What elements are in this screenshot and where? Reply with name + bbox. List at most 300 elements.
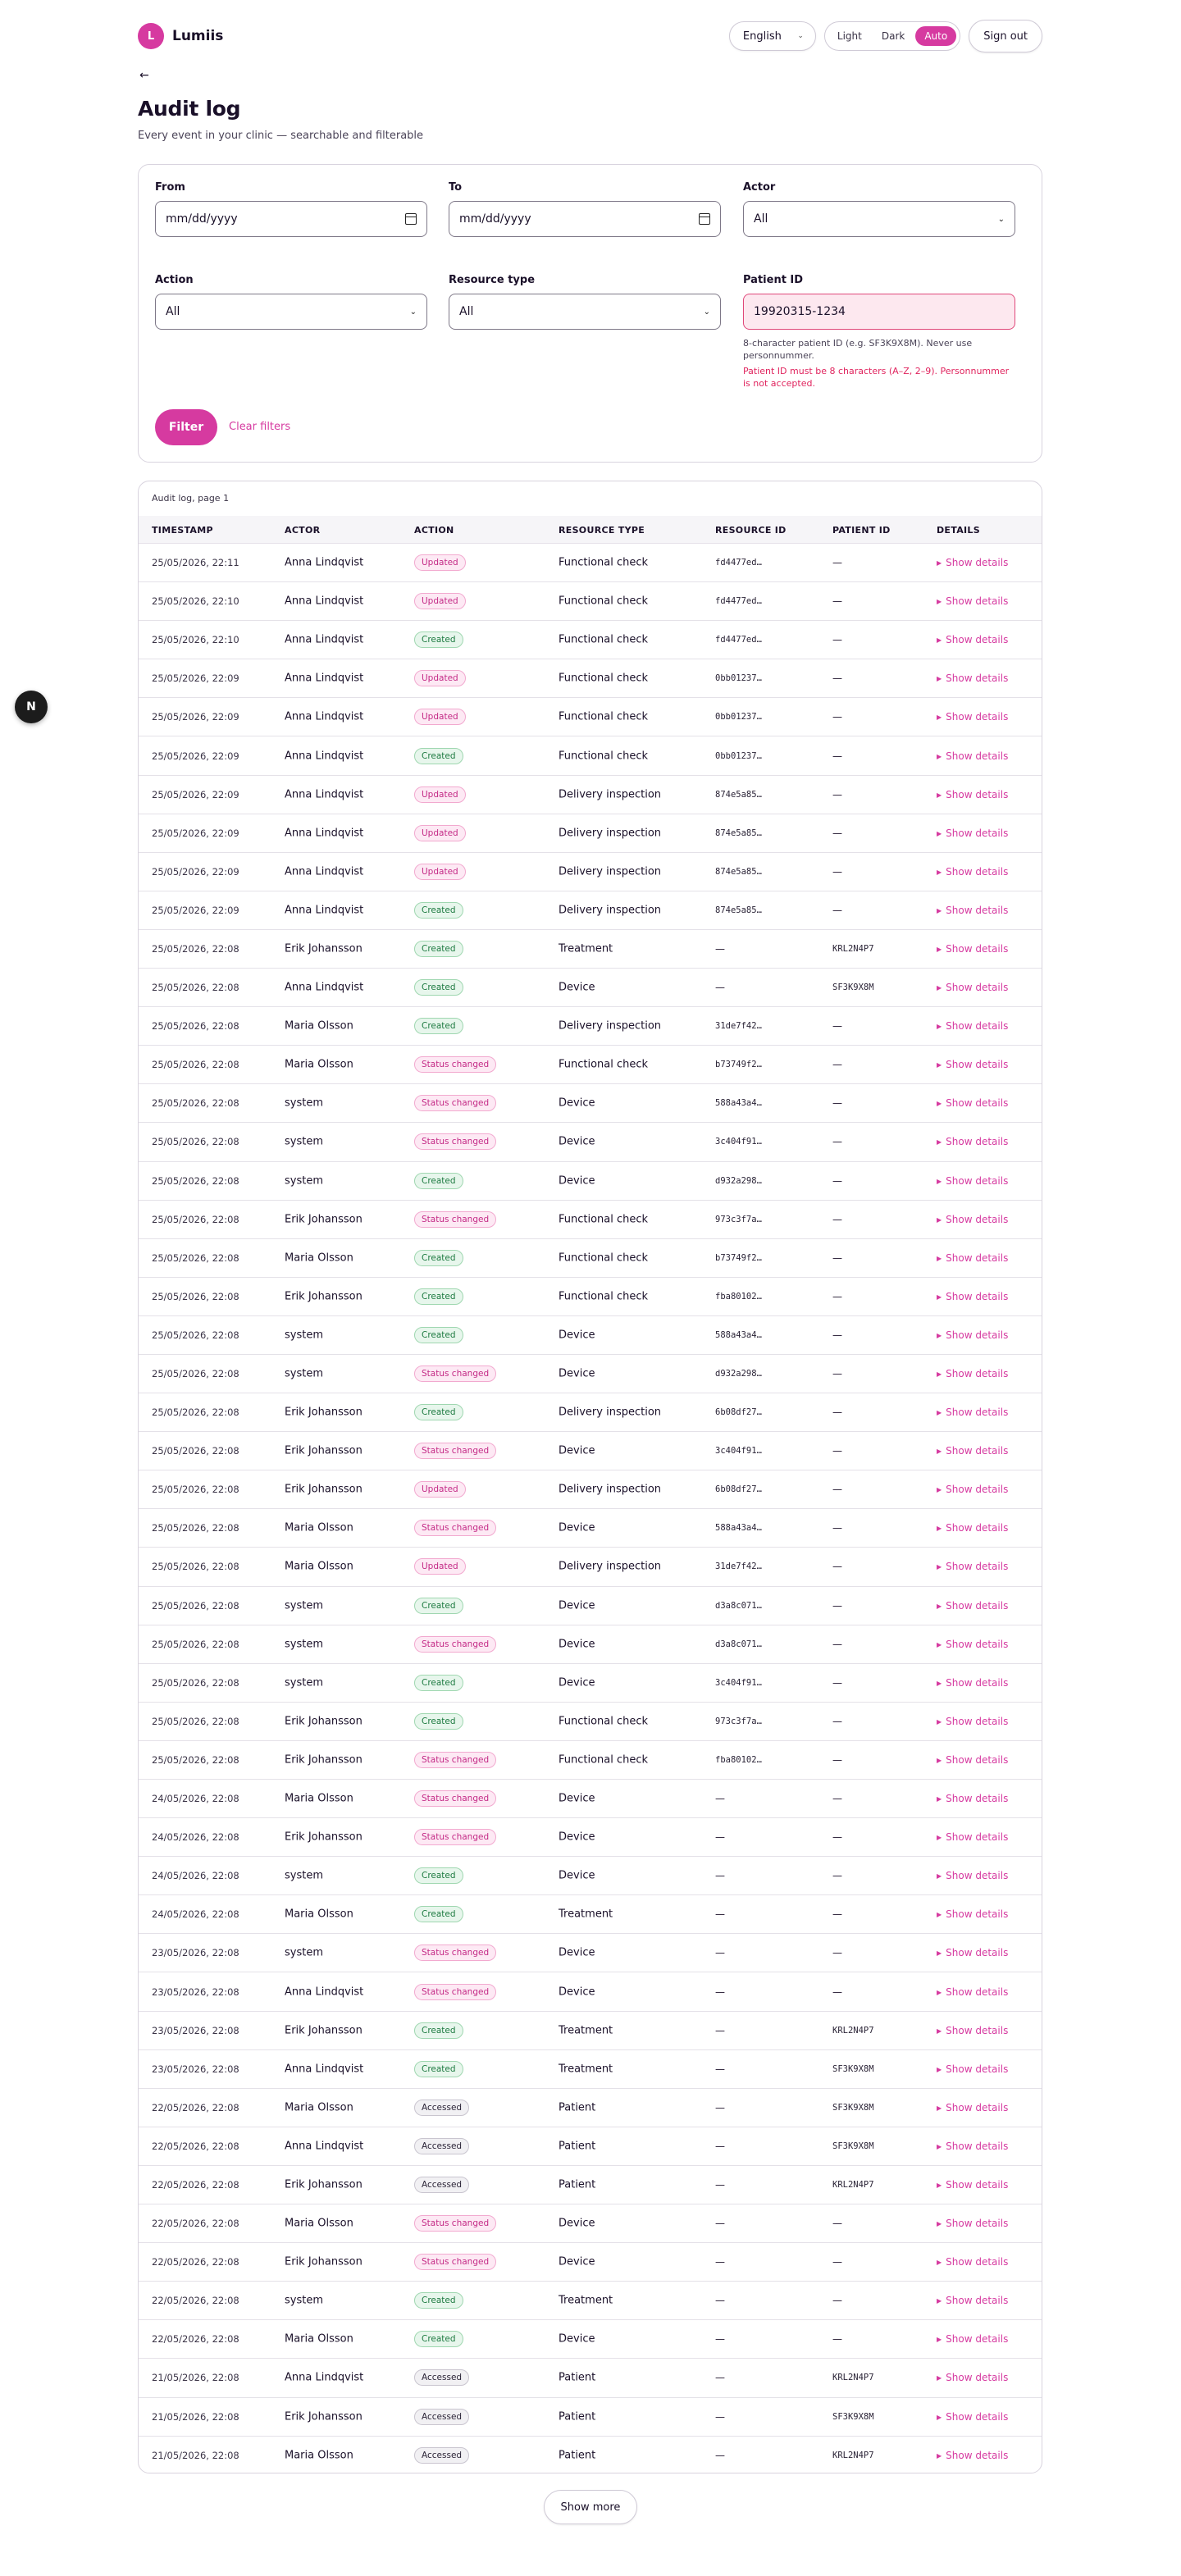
show-details-label: Show details — [946, 1793, 1009, 1805]
cell-resource-id: d932a298… — [715, 1369, 762, 1379]
show-details-toggle[interactable] — [937, 1329, 1008, 1341]
cell-action — [414, 1018, 463, 1034]
cell-resource-id: 31de7f42… — [715, 1021, 762, 1032]
cell-resource-type: Delivery inspection — [559, 1406, 662, 1419]
cell-resource-id: — — [715, 942, 725, 955]
cell-timestamp: 25/05/2026, 22:09 — [152, 827, 239, 839]
actor-filter — [743, 181, 1015, 237]
triangle-right-icon: ▶ — [937, 2297, 942, 2305]
theme-light-button[interactable]: Light — [837, 30, 862, 42]
cell-action — [414, 2254, 496, 2270]
action-badge: Updated — [414, 1481, 466, 1498]
table-row — [139, 1780, 1042, 1818]
cell-actor: system — [285, 1599, 323, 1612]
show-details-label: Show details — [946, 827, 1009, 839]
to-filter — [449, 181, 721, 237]
cell-resource-id: 874e5a85… — [715, 905, 762, 915]
show-details-toggle[interactable] — [937, 2411, 1008, 2423]
cell-action — [414, 709, 466, 725]
triangle-right-icon: ▶ — [937, 1023, 942, 1031]
cell-resource-type: Treatment — [559, 1908, 613, 1921]
show-details-toggle[interactable] — [937, 789, 1008, 800]
show-details-toggle[interactable] — [937, 1136, 1008, 1147]
triangle-right-icon: ▶ — [937, 1138, 942, 1147]
show-details-label: Show details — [946, 1097, 1009, 1110]
cell-resource-id: 31de7f42… — [715, 1562, 762, 1572]
cell-actor: Erik Johansson — [285, 2178, 363, 2191]
table-row — [139, 776, 1042, 814]
cell-actor: Erik Johansson — [285, 1406, 363, 1419]
show-details-toggle[interactable] — [937, 982, 1008, 993]
cell-timestamp: 25/05/2026, 22:09 — [152, 904, 239, 916]
cell-actor: Anna Lindqvist — [285, 556, 364, 569]
resource-type-select[interactable] — [449, 294, 721, 330]
cell-resource-id: d3a8c071… — [715, 1600, 762, 1611]
cell-actor: Maria Olsson — [285, 1908, 353, 1921]
show-details-toggle[interactable] — [937, 905, 1008, 916]
show-details-toggle[interactable] — [937, 1908, 1008, 1920]
show-details-toggle[interactable] — [937, 1522, 1008, 1534]
show-details-label: Show details — [946, 1290, 1009, 1302]
cell-action — [414, 1636, 496, 1653]
cell-resource-id: — — [715, 2063, 725, 2075]
show-details-toggle[interactable] — [937, 2025, 1008, 2036]
cell-timestamp: 25/05/2026, 22:08 — [152, 1097, 239, 1110]
show-details-label: Show details — [946, 1445, 1009, 1457]
action-badge: Created — [414, 979, 463, 996]
show-details-label: Show details — [946, 1947, 1009, 1959]
cell-actor: Anna Lindqvist — [285, 750, 364, 763]
show-details-toggle[interactable] — [937, 1059, 1008, 1070]
cell-actor: Maria Olsson — [285, 2217, 353, 2230]
show-details-toggle[interactable] — [937, 1986, 1008, 1998]
patient-id-error: Patient ID must be 8 characters (A–Z, 2–9). Personnummer is not accepted. — [743, 366, 1010, 389]
show-details-label: Show details — [946, 1329, 1009, 1341]
show-details-toggle[interactable] — [937, 1831, 1008, 1843]
cell-action — [414, 979, 463, 996]
cell-resource-id: — — [715, 2218, 725, 2230]
cell-patient-id: — — [832, 1445, 842, 1457]
show-details-label: Show details — [946, 2178, 1009, 2191]
dev-tools-badge[interactable]: N — [15, 691, 48, 723]
cell-action — [414, 1713, 463, 1730]
show-details-label: Show details — [946, 1831, 1009, 1844]
triangle-right-icon: ▶ — [937, 1717, 942, 1726]
triangle-right-icon: ▶ — [937, 1061, 942, 1069]
show-details-label: Show details — [946, 2333, 1009, 2346]
show-details-toggle[interactable] — [937, 1252, 1008, 1264]
cell-action — [414, 554, 466, 571]
cell-patient-id: — — [832, 2333, 842, 2346]
triangle-right-icon: ▶ — [937, 714, 942, 722]
show-details-toggle[interactable] — [937, 672, 1008, 684]
theme-dark-button[interactable]: Dark — [881, 30, 905, 42]
show-details-toggle[interactable] — [937, 943, 1008, 955]
cell-patient-id: — — [832, 1252, 842, 1264]
triangle-right-icon: ▶ — [937, 1563, 942, 1571]
cell-timestamp: 25/05/2026, 22:08 — [152, 1407, 239, 1419]
to-date-value: mm/dd/yyyy — [459, 212, 531, 226]
header-actions — [729, 20, 1042, 52]
cell-timestamp: 25/05/2026, 22:08 — [152, 1638, 239, 1650]
calendar-icon[interactable] — [405, 213, 417, 225]
patient-id-filter — [743, 274, 1015, 390]
show-details-toggle[interactable] — [937, 1870, 1008, 1881]
triangle-right-icon: ▶ — [937, 2065, 942, 2073]
triangle-right-icon: ▶ — [937, 2451, 942, 2460]
show-details-label: Show details — [946, 2101, 1009, 2113]
show-details-toggle[interactable] — [937, 1175, 1008, 1187]
cell-patient-id: — — [832, 1174, 842, 1187]
cell-actor: Anna Lindqvist — [285, 2063, 364, 2076]
cell-action — [414, 1211, 496, 1228]
show-details-toggle[interactable] — [937, 2179, 1008, 2191]
cell-actor: Erik Johansson — [285, 1213, 363, 1226]
cell-actor: Anna Lindqvist — [285, 2371, 364, 2384]
cell-resource-id: 0bb01237… — [715, 673, 762, 684]
table-row — [139, 2359, 1042, 2397]
cell-resource-type: Treatment — [559, 2024, 613, 2037]
show-details-toggle[interactable] — [937, 1677, 1008, 1689]
show-details-toggle[interactable] — [937, 1561, 1008, 1572]
triangle-right-icon: ▶ — [937, 829, 942, 837]
show-details-toggle[interactable] — [937, 634, 1008, 645]
cell-action — [414, 2447, 469, 2464]
cell-timestamp: 24/05/2026, 22:08 — [152, 1793, 239, 1805]
cell-action — [414, 1945, 496, 1961]
cell-patient-id: — — [832, 1676, 842, 1689]
triangle-right-icon: ▶ — [937, 2413, 942, 2421]
cell-action — [414, 1095, 496, 1111]
show-details-toggle[interactable] — [937, 750, 1008, 762]
cell-actor: Erik Johansson — [285, 1290, 363, 1303]
cell-resource-type: Device — [559, 2255, 595, 2268]
cell-resource-type: Device — [559, 1599, 595, 1612]
cell-actor: Erik Johansson — [285, 942, 363, 955]
cell-resource-id: 3c404f91… — [715, 1677, 762, 1688]
show-details-toggle[interactable] — [937, 1445, 1008, 1457]
cell-timestamp: 25/05/2026, 22:11 — [152, 557, 239, 569]
triangle-right-icon: ▶ — [937, 906, 942, 914]
show-details-label: Show details — [946, 557, 1009, 569]
action-badge: Status changed — [414, 1133, 496, 1150]
show-details-toggle[interactable] — [937, 1716, 1008, 1727]
triangle-right-icon: ▶ — [937, 1448, 942, 1456]
cell-action — [414, 2292, 463, 2309]
show-details-toggle[interactable] — [937, 2102, 1008, 2113]
action-badge: Accessed — [414, 2447, 469, 2464]
show-details-toggle[interactable] — [937, 866, 1008, 878]
cell-actor: Maria Olsson — [285, 1560, 353, 1573]
table-row — [139, 1818, 1042, 1857]
show-details-toggle[interactable] — [937, 1291, 1008, 1302]
table-row — [139, 2127, 1042, 2166]
cell-patient-id: — — [832, 1753, 842, 1766]
show-details-toggle[interactable] — [937, 1947, 1008, 1958]
show-details-toggle[interactable] — [937, 1368, 1008, 1379]
patient-id-input[interactable] — [743, 294, 1015, 330]
cell-actor: Anna Lindqvist — [285, 904, 364, 917]
triangle-right-icon: ▶ — [937, 1331, 942, 1339]
cell-actor: Erik Johansson — [285, 2024, 363, 2037]
cell-actor: Maria Olsson — [285, 2101, 353, 2114]
cell-patient-id: — — [832, 1986, 842, 1998]
cell-actor: Erik Johansson — [285, 2255, 363, 2268]
action-badge: Created — [414, 1867, 463, 1884]
cell-resource-id: 6b08df27… — [715, 1484, 762, 1495]
triangle-right-icon: ▶ — [937, 1370, 942, 1379]
column-header-resource-type: RESOURCE TYPE — [559, 525, 645, 536]
show-details-toggle[interactable] — [937, 557, 1008, 568]
from-label: From — [155, 181, 185, 194]
action-badge: Status changed — [414, 1095, 496, 1111]
cell-action — [414, 1056, 496, 1073]
cell-resource-id: fd4477ed… — [715, 635, 762, 645]
show-details-toggle[interactable] — [937, 1793, 1008, 1804]
triangle-right-icon: ▶ — [937, 675, 942, 683]
cell-timestamp: 21/05/2026, 22:08 — [152, 2410, 239, 2423]
cell-timestamp: 25/05/2026, 22:08 — [152, 1368, 239, 1380]
action-badge: Created — [414, 1288, 463, 1305]
cell-resource-id: — — [715, 2024, 725, 2036]
triangle-right-icon: ▶ — [937, 1100, 942, 1108]
show-details-toggle[interactable] — [937, 711, 1008, 723]
cell-resource-id: — — [715, 1793, 725, 1805]
show-details-label: Show details — [946, 1870, 1009, 1882]
triangle-right-icon: ▶ — [937, 2104, 942, 2112]
cell-resource-id: fba80102… — [715, 1754, 762, 1765]
triangle-right-icon: ▶ — [937, 2220, 942, 2228]
triangle-right-icon: ▶ — [937, 636, 942, 645]
cell-actor: Erik Johansson — [285, 1483, 363, 1496]
table-row — [139, 969, 1042, 1007]
action-badge: Status changed — [414, 1984, 496, 2000]
show-details-toggle[interactable] — [937, 1407, 1008, 1418]
cell-patient-id: — — [832, 1561, 842, 1573]
cell-resource-type: Delivery inspection — [559, 827, 662, 840]
actor-label: Actor — [743, 181, 776, 194]
cell-actor: system — [285, 1946, 323, 1959]
show-details-label: Show details — [946, 1986, 1009, 1998]
cell-timestamp: 23/05/2026, 22:08 — [152, 1986, 239, 1998]
show-details-toggle[interactable] — [937, 2218, 1008, 2229]
cell-actor: system — [285, 1638, 323, 1651]
page-title: Audit log — [138, 97, 241, 121]
action-badge: Status changed — [414, 2215, 496, 2232]
show-details-toggle[interactable] — [937, 1484, 1008, 1495]
triangle-right-icon: ▶ — [937, 559, 942, 568]
show-details-label: Show details — [946, 1561, 1009, 1573]
show-details-label: Show details — [946, 1599, 1009, 1612]
cell-actor: Anna Lindqvist — [285, 827, 364, 840]
cell-patient-id: — — [832, 672, 842, 685]
cell-action — [414, 1984, 496, 2000]
show-details-toggle[interactable] — [937, 2372, 1008, 2383]
cell-resource-type: Device — [559, 1638, 595, 1651]
action-value: All — [166, 305, 180, 318]
show-details-toggle[interactable] — [937, 1214, 1008, 1225]
cell-resource-type: Functional check — [559, 710, 649, 723]
show-details-label: Show details — [946, 2372, 1009, 2384]
cell-patient-id: — — [832, 1329, 842, 1341]
theme-auto-button[interactable]: Auto — [915, 26, 956, 46]
cell-timestamp: 25/05/2026, 22:08 — [152, 1715, 239, 1727]
table-row — [139, 1084, 1042, 1123]
to-label: To — [449, 181, 463, 194]
show-details-toggle[interactable] — [937, 2333, 1008, 2345]
cell-actor: system — [285, 1135, 323, 1148]
table-row — [139, 1741, 1042, 1780]
language-select[interactable] — [729, 21, 816, 51]
action-badge: Created — [414, 1404, 463, 1420]
show-details-toggle[interactable] — [937, 2295, 1008, 2306]
cell-timestamp: 25/05/2026, 22:08 — [152, 942, 239, 955]
table-caption: Audit log, page 1 — [152, 493, 230, 504]
brand-name: Lumiis — [172, 28, 224, 44]
cell-patient-id: KRL2N4P7 — [832, 2025, 874, 2036]
triangle-right-icon: ▶ — [937, 1602, 942, 1610]
table-row — [139, 2050, 1042, 2089]
cell-patient-id: — — [832, 2256, 842, 2268]
cell-action — [414, 1790, 496, 1807]
table-row — [139, 1007, 1042, 1046]
sign-out-button[interactable]: Sign out — [969, 20, 1042, 52]
cell-resource-id: 588a43a4… — [715, 1523, 762, 1534]
cell-actor: system — [285, 1329, 323, 1342]
patient-id-value: 19920315-1234 — [754, 305, 846, 318]
cell-resource-id: — — [715, 2178, 725, 2191]
cell-timestamp: 22/05/2026, 22:08 — [152, 2140, 239, 2152]
show-details-toggle[interactable] — [937, 828, 1008, 839]
cell-patient-id: — — [832, 1020, 842, 1033]
table-row — [139, 1664, 1042, 1703]
from-date-input[interactable] — [155, 201, 427, 237]
table-row — [139, 1316, 1042, 1355]
show-details-toggle[interactable] — [937, 595, 1008, 607]
filter-button[interactable]: Filter — [155, 409, 217, 445]
cell-resource-type: Device — [559, 1869, 595, 1882]
cell-timestamp: 25/05/2026, 22:08 — [152, 1753, 239, 1766]
cell-timestamp: 25/05/2026, 22:09 — [152, 750, 239, 762]
action-select[interactable] — [155, 294, 427, 330]
audit-log-table — [138, 481, 1042, 2473]
cell-patient-id: — — [832, 1213, 842, 1225]
cell-patient-id: SF3K9X8M — [832, 2063, 874, 2074]
show-details-label: Show details — [946, 711, 1009, 723]
cell-actor: Maria Olsson — [285, 1058, 353, 1071]
cell-patient-id: — — [832, 1136, 842, 1148]
show-details-toggle[interactable] — [937, 2450, 1008, 2461]
cell-resource-type: Delivery inspection — [559, 904, 662, 917]
cell-timestamp: 24/05/2026, 22:08 — [152, 1831, 239, 1844]
show-details-toggle[interactable] — [937, 2256, 1008, 2268]
cell-patient-id: — — [832, 634, 842, 646]
cell-action — [414, 1598, 463, 1614]
table-row — [139, 544, 1042, 582]
cell-patient-id: KRL2N4P7 — [832, 2179, 874, 2190]
resource-type-value: All — [459, 305, 474, 318]
table-row — [139, 1355, 1042, 1393]
cell-resource-id: — — [715, 2410, 725, 2423]
cell-timestamp: 25/05/2026, 22:10 — [152, 634, 239, 646]
cell-resource-type: Functional check — [559, 1290, 649, 1303]
triangle-right-icon: ▶ — [937, 1679, 942, 1687]
action-badge: Created — [414, 902, 463, 919]
show-details-toggle[interactable] — [937, 1639, 1008, 1650]
cell-resource-type: Device — [559, 1329, 595, 1342]
cell-actor: Erik Johansson — [285, 1715, 363, 1728]
cell-resource-id: 3c404f91… — [715, 1137, 762, 1147]
back-link[interactable]: ← — [139, 69, 149, 82]
show-more-button[interactable]: Show more — [544, 2490, 637, 2524]
triangle-right-icon: ▶ — [937, 1988, 942, 1996]
brand[interactable] — [138, 23, 223, 49]
cell-resource-id: — — [715, 1986, 725, 1998]
action-badge: Status changed — [414, 1056, 496, 1073]
cell-patient-id: — — [832, 1484, 842, 1496]
cell-resource-type: Delivery inspection — [559, 788, 662, 801]
table-row — [139, 2320, 1042, 2359]
show-details-toggle[interactable] — [937, 2063, 1008, 2075]
cell-patient-id: — — [832, 1715, 842, 1727]
show-details-label: Show details — [946, 1908, 1009, 1921]
show-details-toggle[interactable] — [937, 1600, 1008, 1612]
patient-id-hint: 8-character patient ID (e.g. SF3K9X8M). Never use personnummer. — [743, 338, 973, 361]
cell-resource-type: Device — [559, 1831, 595, 1844]
cell-resource-id: 973c3f7a… — [715, 1716, 762, 1726]
calendar-icon[interactable] — [699, 213, 710, 225]
show-details-label: Show details — [946, 750, 1009, 762]
cell-actor: system — [285, 1676, 323, 1689]
actor-select[interactable] — [743, 201, 1015, 237]
show-details-label: Show details — [946, 1484, 1009, 1496]
show-details-label: Show details — [946, 2218, 1009, 2230]
table-row — [139, 1046, 1042, 1084]
show-details-toggle[interactable] — [937, 1097, 1008, 1109]
to-date-input[interactable] — [449, 201, 721, 237]
cell-resource-type: Treatment — [559, 2294, 613, 2307]
table-row — [139, 2437, 1042, 2473]
theme-toggle — [824, 21, 960, 51]
show-details-toggle[interactable] — [937, 1754, 1008, 1766]
show-details-toggle[interactable] — [937, 1020, 1008, 1032]
triangle-right-icon: ▶ — [937, 1795, 942, 1803]
triangle-right-icon: ▶ — [937, 1756, 942, 1764]
triangle-right-icon: ▶ — [937, 1911, 942, 1919]
cell-action — [414, 1675, 463, 1691]
cell-timestamp: 22/05/2026, 22:08 — [152, 2218, 239, 2230]
show-details-label: Show details — [946, 595, 1009, 608]
cell-resource-type: Functional check — [559, 750, 649, 763]
cell-action — [414, 2061, 463, 2077]
action-badge: Accessed — [414, 2177, 469, 2193]
triangle-right-icon: ▶ — [937, 1215, 942, 1224]
resource-type-label: Resource type — [449, 274, 536, 286]
action-badge: Status changed — [414, 1366, 496, 1382]
table-row — [139, 1548, 1042, 1586]
cell-actor: Maria Olsson — [285, 1521, 353, 1534]
cell-timestamp: 25/05/2026, 22:10 — [152, 595, 239, 608]
cell-resource-id: fd4477ed… — [715, 596, 762, 607]
table-row — [139, 891, 1042, 930]
show-details-label: Show details — [946, 788, 1009, 800]
clear-filters-link[interactable]: Clear filters — [229, 421, 291, 433]
table-row — [139, 2204, 1042, 2243]
show-details-toggle[interactable] — [937, 2141, 1008, 2152]
cell-resource-id: 874e5a85… — [715, 866, 762, 877]
cell-timestamp: 25/05/2026, 22:08 — [152, 1136, 239, 1148]
cell-action — [414, 631, 463, 648]
